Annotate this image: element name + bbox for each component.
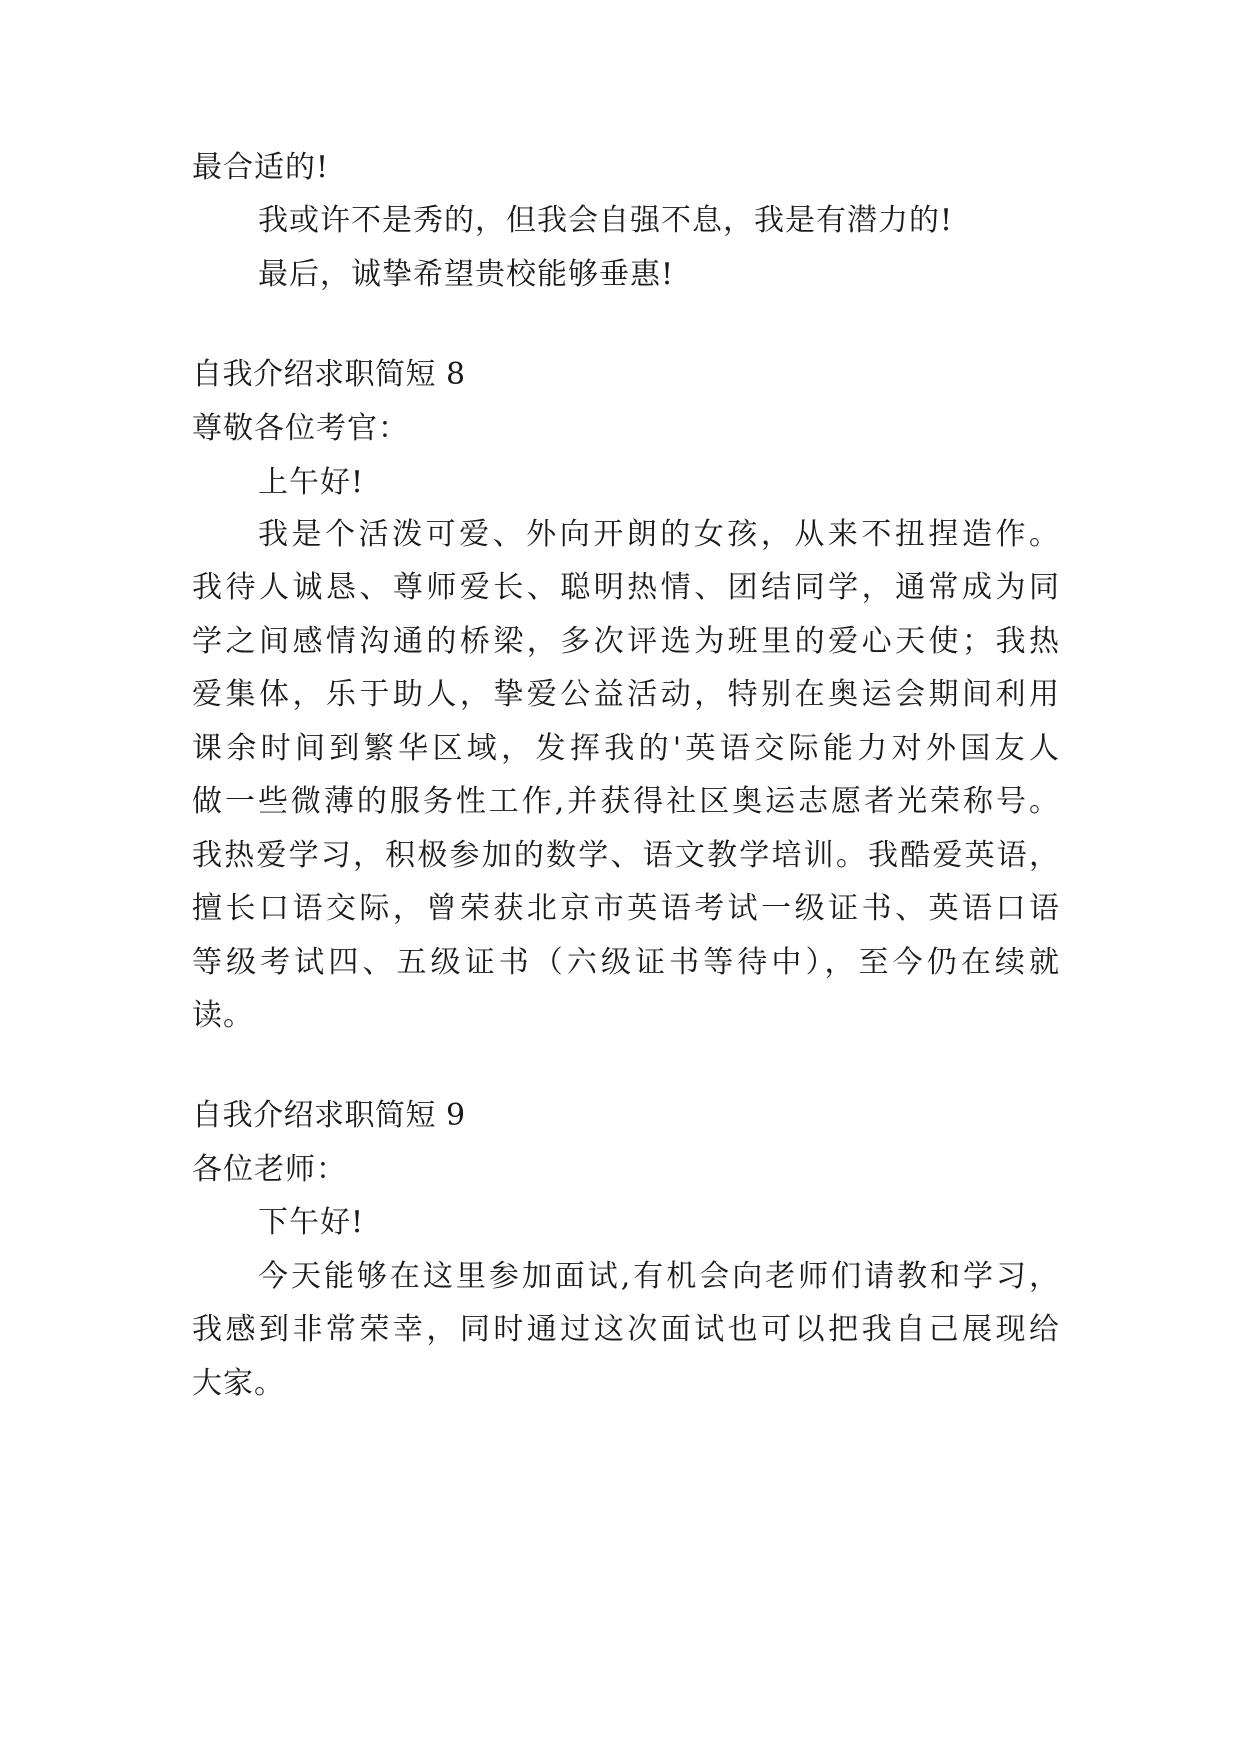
section-8-greeting: 上午好! bbox=[258, 465, 365, 500]
section-8-line: 爱集体，乐于助人，挚爱公益活动，特别在奥运会期间利用 bbox=[192, 677, 1060, 712]
section-9-line: 我感到非常荣幸，同时通过这次面试也可以把我自己展现给 bbox=[192, 1312, 1060, 1347]
section-8-line: 我待人诚恳、尊师爱长、聪明热情、团结同学，通常成为同 bbox=[192, 570, 1060, 605]
section-8-line: 做一些微薄的服务性工作,并获得社区奥运志愿者光荣称号。 bbox=[192, 784, 1060, 819]
section-9-greeting: 下午好! bbox=[258, 1205, 365, 1240]
section-9-line: 大家。 bbox=[192, 1366, 285, 1401]
paragraph-maybe: 我或许不是秀的，但我会自强不息，我是有潜力的! bbox=[258, 203, 954, 238]
section-9-title: 自我介绍求职简短 9 bbox=[192, 1098, 466, 1133]
section-9-line: 今天能够在这里参加面试,有机会向老师们请教和学习， bbox=[258, 1259, 1060, 1294]
section-8-line: 我热爱学习，积极参加的数学、语文教学培训。我酷爱英语， bbox=[192, 838, 1060, 873]
section-8-title: 自我介绍求职简短 8 bbox=[192, 357, 466, 392]
section-8-line: 学之间感情沟通的桥梁，多次评选为班里的爱心天使；我热 bbox=[192, 624, 1060, 659]
section-8-salutation: 尊敬各位考官： bbox=[192, 411, 409, 446]
section-8-line: 我是个活泼可爱、外向开朗的女孩，从来不扭捏造作。 bbox=[258, 517, 1060, 552]
section-9-salutation: 各位老师： bbox=[192, 1152, 347, 1187]
section-8-line: 等级考试四、五级证书（六级证书等待中），至今仍在续就 bbox=[192, 945, 1060, 980]
section-8-line: 擅长口语交际，曾荣获北京市英语考试一级证书、英语口语 bbox=[192, 891, 1060, 926]
paragraph-finally: 最后，诚挚希望贵校能够垂惠! bbox=[258, 257, 675, 292]
section-8-line: 读。 bbox=[192, 998, 254, 1033]
paragraph-intro-end: 最合适的! bbox=[192, 150, 330, 185]
section-8-line: 课余时间到繁华区域，发挥我的'英语交际能力对外国友人 bbox=[192, 731, 1060, 766]
